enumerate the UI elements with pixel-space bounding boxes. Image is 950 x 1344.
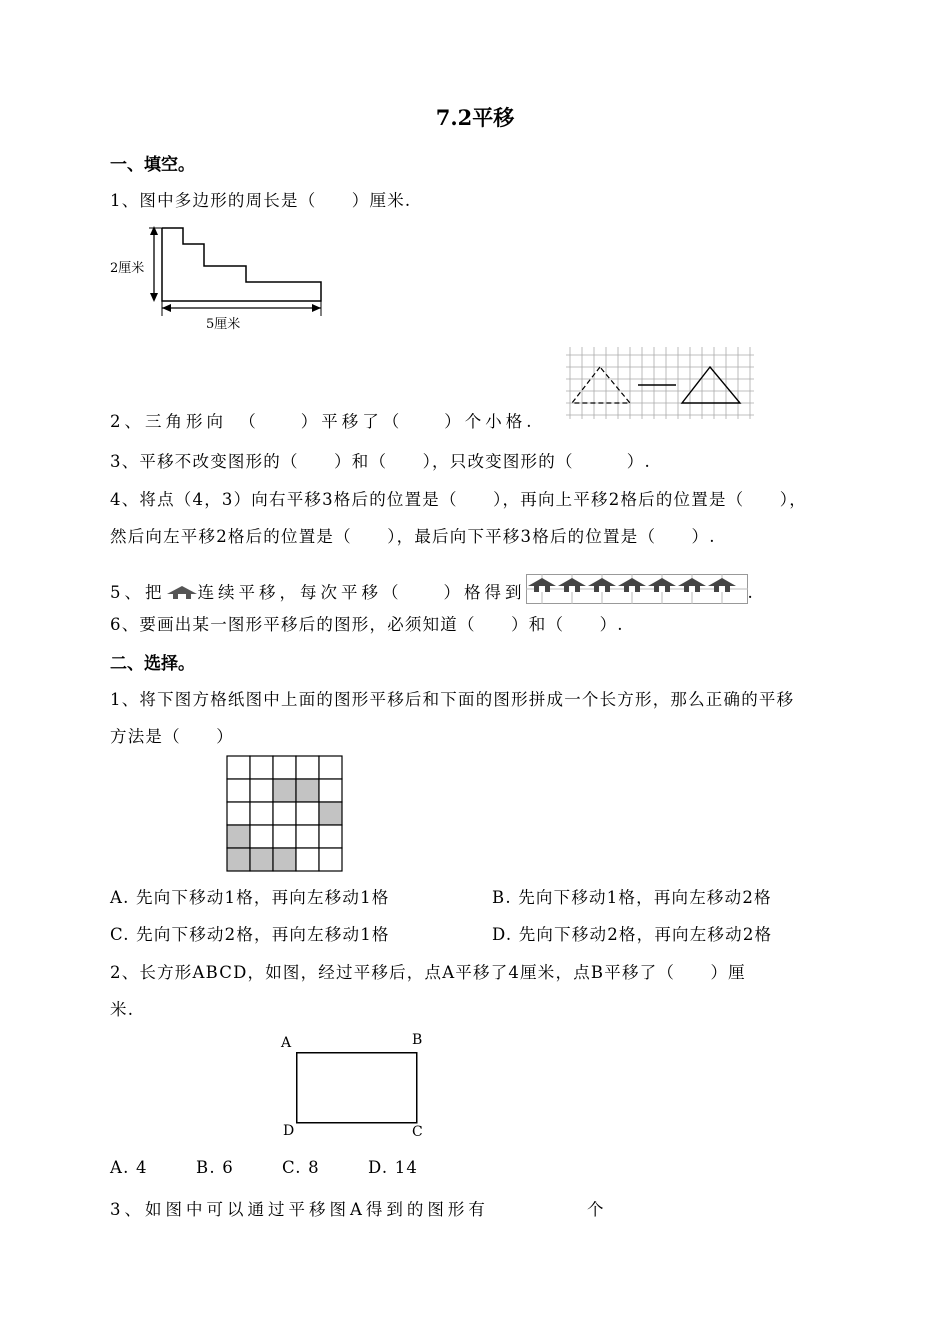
grid-cell xyxy=(296,825,319,848)
shaded-cell xyxy=(227,848,250,871)
grid-cell xyxy=(296,802,319,825)
width-label: 5厘米 xyxy=(206,317,241,332)
question-2-3-unit: 个 xyxy=(587,1200,605,1219)
grid-cell xyxy=(227,779,250,802)
question-2-3: 3、如图中可以通过平移图A得到的图形有 xyxy=(110,1200,489,1219)
house-icon xyxy=(166,585,198,601)
question-2-2-line-2: 米. xyxy=(110,1000,135,1019)
option-a: A. 先向下移动1格，再向左移动1格 xyxy=(110,888,390,907)
rectangle-abcd-figure xyxy=(296,1052,418,1124)
question-1-5: 5、把 连续平移，每次平移（ ）格得到 . xyxy=(110,574,754,604)
q2-option-c: C. 8 xyxy=(282,1158,320,1177)
question-2-1-line-1: 1、将下图方格纸图中上面的图形平移后和下面的图形拼成一个长方形，那么正确的平移 xyxy=(110,690,795,709)
q2-option-a: A. 4 xyxy=(110,1158,148,1177)
grid-cell xyxy=(273,825,296,848)
question-1-4-line-1: 4、将点（4，3）向右平移3格后的位置是（ ），再向上平移2格后的位置是（ ）， xyxy=(110,490,807,509)
page-title: 7.2平移 xyxy=(435,105,515,130)
square-grid-figure xyxy=(226,755,344,873)
question-2-1-line-2: 方法是（ ） xyxy=(110,727,234,746)
triangle-translation-grid xyxy=(566,347,756,423)
shaded-cell xyxy=(273,779,296,802)
q2-option-d: D. 14 xyxy=(368,1158,419,1177)
shaded-cell xyxy=(296,779,319,802)
grid-cell xyxy=(319,779,342,802)
grid-cell xyxy=(319,825,342,848)
corner-d-label: D xyxy=(283,1123,295,1139)
house-row-strip xyxy=(526,574,748,604)
section-1-heading: 一、填空。 xyxy=(110,155,195,175)
option-b: B. 先向下移动1格，再向左移动2格 xyxy=(492,888,772,907)
option-c: C. 先向下移动2格，再向左移动1格 xyxy=(110,925,390,944)
grid-cell xyxy=(296,756,319,779)
corner-a-label: A xyxy=(281,1035,292,1051)
shaded-cell xyxy=(227,825,250,848)
question-1-3: 3、平移不改变图形的（ ）和（ ），只改变图形的（ ）. xyxy=(110,452,651,471)
question-2-2-line-1: 2、长方形ABCD，如图，经过平移后，点A平移了4厘米，点B平移了（ ）厘 xyxy=(110,963,746,982)
shaded-cell xyxy=(319,802,342,825)
grid-cell xyxy=(319,848,342,871)
option-d: D. 先向下移动2格，再向左移动2格 xyxy=(492,925,773,944)
grid-cell xyxy=(250,779,273,802)
q2-option-b: B. 6 xyxy=(196,1158,234,1177)
grid-cell xyxy=(273,756,296,779)
grid-cell xyxy=(250,825,273,848)
corner-c-label: C xyxy=(412,1124,423,1140)
grid-cell xyxy=(296,848,319,871)
grid-cell xyxy=(250,802,273,825)
height-label: 2厘米 xyxy=(110,261,145,276)
question-1-1: 1、图中多边形的周长是（ ）厘米. xyxy=(110,191,412,210)
question-1-4-line-2: 然后向左平移2格后的位置是（ ），最后向下平移3格后的位置是（ ）. xyxy=(110,527,716,546)
grid-cell xyxy=(319,756,342,779)
grid-cell xyxy=(227,802,250,825)
question-1-2: 2、三角形向 （ ）平移了（ ）个小格. xyxy=(110,412,536,431)
shaded-cell xyxy=(273,848,296,871)
grid-cell xyxy=(250,756,273,779)
grid-cell xyxy=(273,802,296,825)
shaded-cell xyxy=(250,848,273,871)
section-2-heading: 二、选择。 xyxy=(110,654,195,674)
grid-cell xyxy=(227,756,250,779)
corner-b-label: B xyxy=(412,1032,423,1048)
question-1-6: 6、要画出某一图形平移后的图形，必须知道（ ）和（ ）. xyxy=(110,615,624,634)
